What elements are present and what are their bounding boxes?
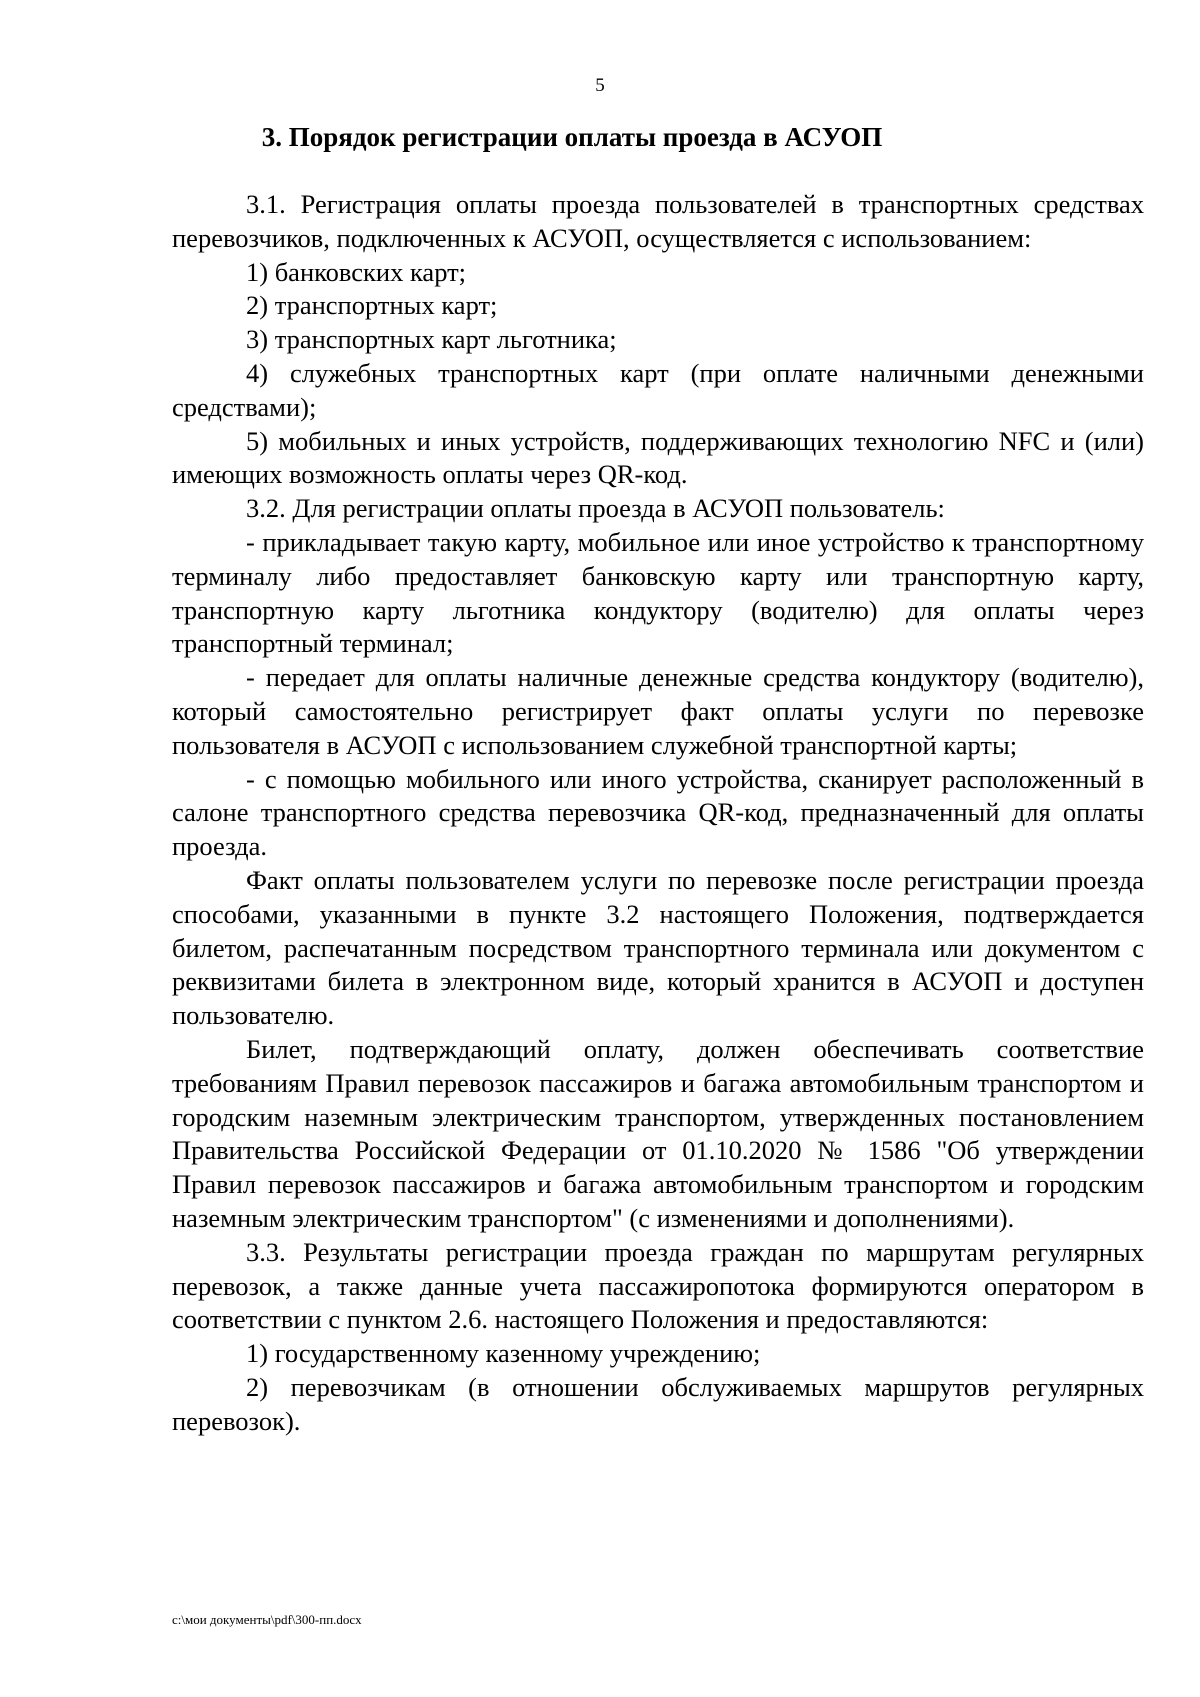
list-item-service-cards: 4) служебных транспортных карт (при оплате наличными денежными средствами);	[172, 357, 1144, 422]
paragraph-3-1: 3.1. Регистрация оплаты проезда пользователей в транспортных средствах перевозчиков, подключенных к АСУОП, осуществляется с использованием:	[172, 189, 1144, 253]
list-item-bank-cards: 1) банковских карт;	[246, 256, 467, 287]
paragraph-3-3: 3.3. Результаты регистрации проезда граждан по маршрутам регулярных перевозок, а также данные учета пассажиропотока формируются оператором в соответствии с пунктом 2.6. настоящего Положения и предоставляются:	[172, 1236, 1144, 1335]
list-item-government-institution: 1) государственному казенному учреждению;	[246, 1338, 761, 1369]
dash-item-qr-code: - с помощью мобильного или иного устройства, сканирует расположенный в салоне транспортного средства перевозчика QR-код, предназначенный для оплаты проезда.	[172, 763, 1144, 862]
list-item-carriers: 2) перевозчикам (в отношении обслуживаемых маршрутов регулярных перевозок).	[172, 1371, 1144, 1436]
list-item-mobile-devices: 5) мобильных и иных устройств, поддерживающих технологию NFC и (или) имеющих возможность оплаты через QR-код.	[172, 425, 1144, 490]
paragraph-3-2: 3.2. Для регистрации оплаты проезда в АСУОП пользователь:	[246, 493, 945, 524]
document-body	[172, 188, 1144, 1438]
page-number: 5	[595, 75, 605, 96]
dash-item-cash: - передает для оплаты наличные денежные средства кондуктору (водителю), который самостоятельно регистрирует факт оплаты услуги по перевозке пользователя в АСУОП с использованием служебной транспортной карты;	[172, 662, 1144, 760]
section-heading: 3. Порядок регистрации оплаты проезда в АСУОП	[261, 122, 883, 152]
dash-item-card-terminal: - прикладывает такую карту, мобильное или иное устройство к транспортному терминалу либо предоставляет банковскую карту или транспортную карту, транспортную карту льготника кондуктору (водителю) для оплаты через транспортный терминал;	[172, 526, 1144, 659]
list-item-benefit-cards: 3) транспортных карт льготника;	[246, 324, 617, 355]
list-item-transport-cards: 2) транспортных карт;	[246, 290, 498, 321]
paragraph-payment-fact: Факт оплаты пользователем услуги по перевозке после регистрации проезда способами, указанными в пункте 3.2 настоящего Положения, подтверждается билетом, распечатанным посредством транспортного терминала или документом с реквизитами билета в электронном виде, который хранится в АСУОП и доступен пользователю.	[172, 864, 1144, 1031]
file-path-footer: c:\мои документы\pdf\300-пп.docx	[172, 1612, 362, 1627]
paragraph-ticket-requirements: Билет, подтверждающий оплату, должен обеспечивать соответствие требованиям Правил перевозок пассажиров и багажа автомобильным транспортом и городским наземным электрическим транспортом, утвержденных постановлением Правительства Российской Федерации от 01.10.2020 № 1586 "Об утверждении Правил перевозок пассажиров и багажа автомобильным транспортом и городским наземным электрическим транспортом" (с изменениями и дополнениями).	[172, 1033, 1144, 1233]
